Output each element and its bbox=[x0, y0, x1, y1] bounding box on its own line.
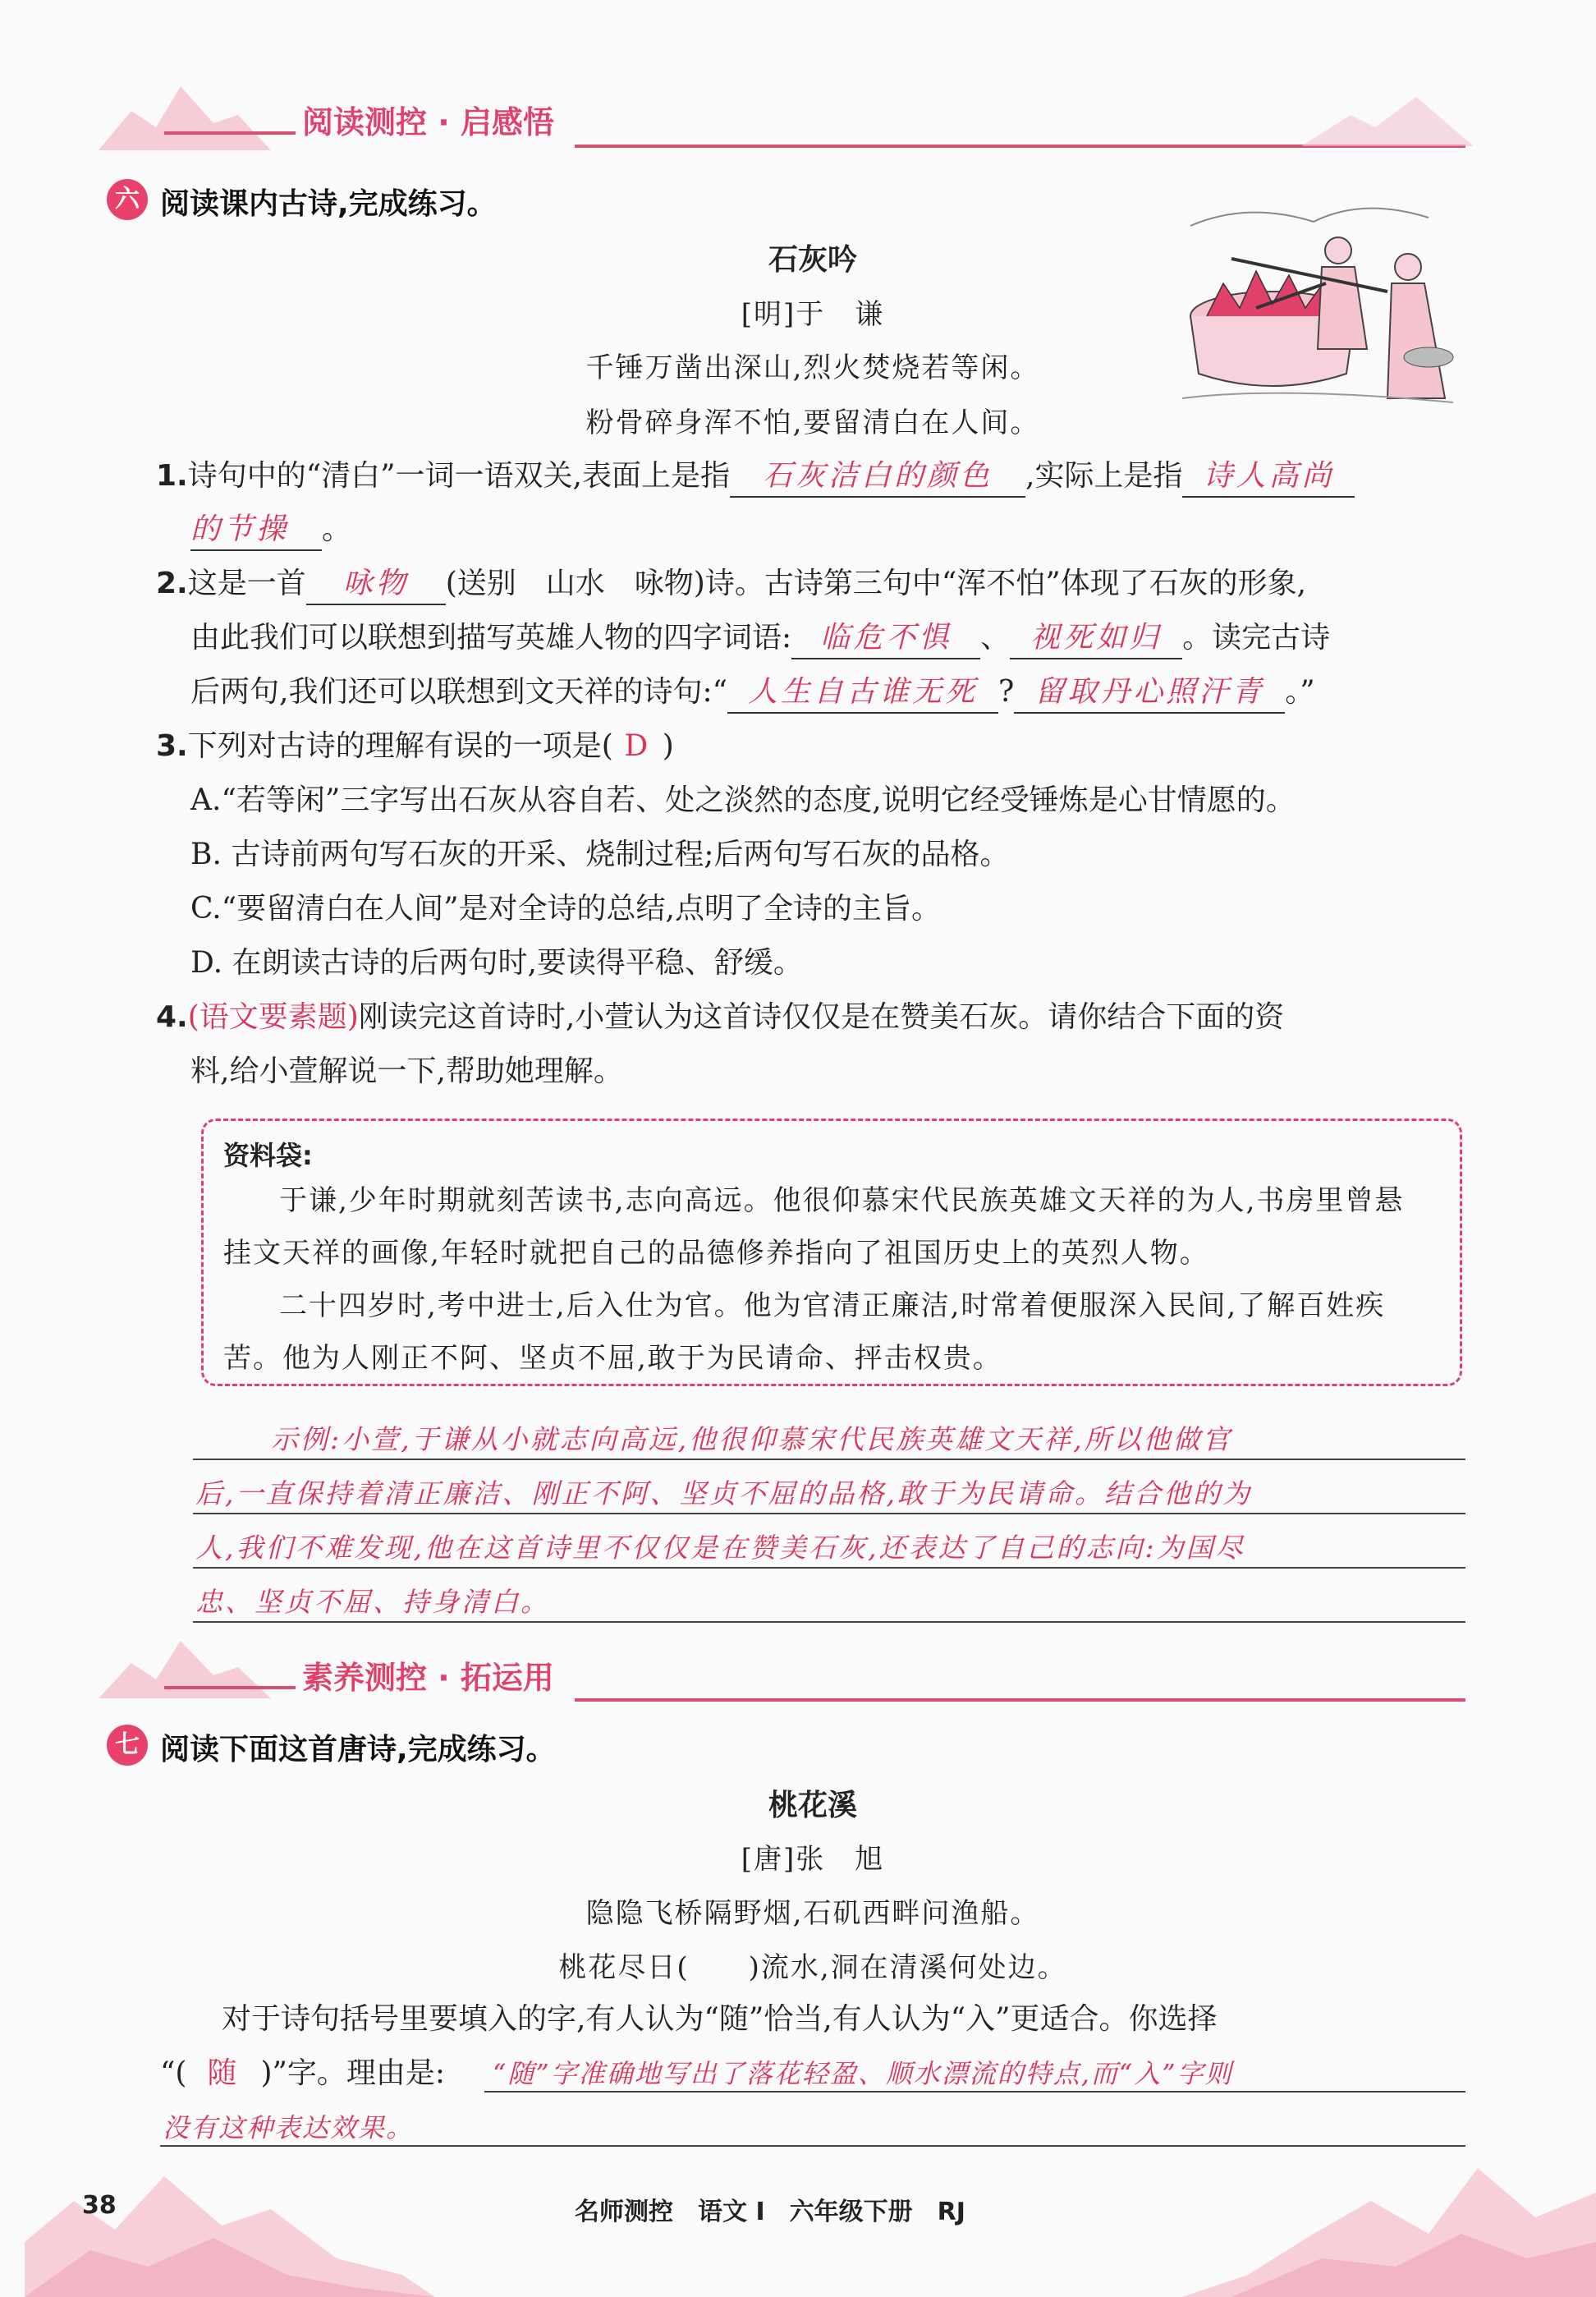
poem-line: 隐隐飞桥隔野烟,石矶西畔问渔船。 bbox=[585, 1897, 1040, 1930]
question-2 bbox=[156, 557, 1478, 611]
section-6-badge: 六 bbox=[107, 179, 148, 220]
footer-mountains-left bbox=[25, 2152, 435, 2297]
question-text: ,实际上是指 bbox=[1025, 459, 1183, 493]
banner-mountain-decoration bbox=[99, 78, 287, 152]
option-d: D. 在朗读古诗的后两句时,要读得平稳、舒缓。 bbox=[190, 946, 803, 980]
question-7: 对于诗句括号里要填入的字,有人认为“随”恰当,有人认为“入”更适合。你选择 bbox=[222, 2002, 1218, 2036]
question-text: ? bbox=[998, 675, 1015, 709]
question-2-line3 bbox=[190, 665, 1479, 719]
option-b: B. 古诗前两句写石灰的开采、烧制过程;后两句写石灰的品格。 bbox=[190, 838, 1010, 871]
banner-line-left bbox=[164, 131, 296, 135]
poem-line: 桃花尽日( )流水,洞在清溪何处边。 bbox=[558, 1951, 1067, 1984]
box-text: 于谦,少年时期就刻苦读书,志向高远。他很仰慕宋代民族英雄文天祥的为人,书房里曾悬 bbox=[279, 1184, 1405, 1217]
question-number: 4. bbox=[156, 1000, 188, 1034]
poem-title-shihuiyin: 石灰吟 bbox=[768, 243, 857, 277]
answer-text[interactable]: 没有这种表达效果。 bbox=[163, 2112, 415, 2143]
question-text: 刚读完这首诗时,小萱认为这首诗仅仅是在赞美石灰。请你结合下面的资 bbox=[358, 1000, 1285, 1034]
answer-text[interactable]: 示例:小萱,于谦从小就志向高远,他很仰慕宋代民族英雄文天祥,所以他做官 bbox=[271, 1423, 1232, 1455]
poem-title-taohuaxi: 桃花溪 bbox=[768, 1789, 857, 1822]
question-text: 后两句,我们还可以联想到文天祥的诗句:“ bbox=[190, 675, 727, 709]
answer-blank[interactable]: 人生自古谁无死 bbox=[727, 673, 998, 714]
answer-blank[interactable]: 留取丹心照汗青 bbox=[1014, 673, 1285, 714]
question-3 bbox=[156, 719, 674, 774]
answer-blank[interactable]: 石灰洁白的颜色 bbox=[730, 457, 1025, 498]
question-number: 3. bbox=[156, 729, 188, 763]
question-number: 2. bbox=[156, 567, 188, 600]
poem-author: [唐]张 旭 bbox=[741, 1843, 885, 1876]
question-text: 由此我们可以联想到描写英雄人物的四字词语: bbox=[190, 621, 792, 655]
question-4 bbox=[156, 990, 1486, 1045]
poem-line: 千锤万凿出深山,烈火焚烧若等闲。 bbox=[585, 351, 1040, 384]
page-number: 38 bbox=[82, 2191, 117, 2220]
question-text: (送别 山水 咏物)诗。古诗第三句中“浑不怕”体现了石灰的形象, bbox=[445, 567, 1307, 600]
answer-blank[interactable]: 视死如归 bbox=[1010, 618, 1182, 659]
answer-line bbox=[484, 2091, 1465, 2093]
box-title: 资料袋: bbox=[223, 1140, 313, 1171]
answer-choice[interactable]: D bbox=[624, 729, 652, 763]
answer-text[interactable]: 忠、坚贞不屈、持身清白。 bbox=[195, 1586, 550, 1618]
banner-mountain-decoration bbox=[99, 1634, 287, 1700]
question-text: 、 bbox=[980, 621, 1011, 655]
answer-blank[interactable]: 咏物 bbox=[306, 564, 446, 605]
banner-line-right bbox=[575, 1698, 1465, 1702]
question-1 bbox=[156, 449, 1478, 503]
question-text: 。读完古诗 bbox=[1182, 621, 1331, 655]
answer-text[interactable]: 人,我们不难发现,他在这首诗里不仅仅是在赞美石灰,还表达了自己的志向:为国尽 bbox=[195, 1532, 1245, 1564]
question-4-line2: 料,给小萱解说一下,帮助她理解。 bbox=[190, 1054, 623, 1088]
question-tag: (语文要素题) bbox=[187, 1000, 359, 1034]
question-2-line2 bbox=[190, 611, 1479, 665]
question-text: 。 bbox=[322, 512, 352, 546]
poem-line: 粉骨碎身浑不怕,要留清白在人间。 bbox=[585, 407, 1040, 439]
question-text: “( bbox=[160, 2056, 187, 2090]
option-a: A.“若等闲”三字写出石灰从容自若、处之淡然的态度,说明它经受锤炼是心甘情愿的。 bbox=[190, 783, 1296, 817]
question-number: 1. bbox=[156, 459, 188, 493]
lime-burning-illustration bbox=[1182, 193, 1461, 415]
question-1-continued bbox=[190, 503, 351, 557]
box-text: 挂文天祥的画像,年轻时就把自己的品德修养指向了祖国历史上的英烈人物。 bbox=[223, 1237, 1209, 1270]
banner-line-left bbox=[164, 1686, 296, 1689]
question-text: ) bbox=[662, 729, 674, 763]
book-info: 名师测控 语文 Ⅰ 六年级下册 RJ bbox=[575, 2198, 965, 2226]
banner-decoration-right bbox=[1301, 90, 1474, 148]
banner-title-practice: 素养测控 · 拓运用 bbox=[302, 1660, 554, 1696]
answer-blank[interactable]: 诗人高尚 bbox=[1182, 457, 1355, 498]
section-6-title: 阅读课内古诗,完成练习。 bbox=[160, 187, 497, 221]
question-text: 这是一首 bbox=[187, 567, 306, 600]
answer-text[interactable]: 后,一直保持着清正廉洁、刚正不阿、坚贞不屈的品格,敢于为民请命。结合他的为 bbox=[195, 1477, 1252, 1509]
answer-choice[interactable]: 随 bbox=[207, 2056, 241, 2090]
answer-blank[interactable]: 临危不惧 bbox=[791, 618, 980, 659]
box-text: 二十四岁时,考中进士,后入仕为官。他为官清正廉洁,时常着便服深入民间,了解百姓疾 bbox=[279, 1289, 1386, 1322]
question-text: 诗句中的“清白”一词一语双关,表面上是指 bbox=[187, 459, 730, 493]
banner-title-reading: 阅读测控 · 启感悟 bbox=[302, 104, 554, 140]
answer-blank[interactable]: 的节操 bbox=[190, 510, 322, 551]
option-c: C.“要留清白在人间”是对全诗的总结,点明了全诗的主旨。 bbox=[190, 892, 941, 926]
footer-mountains-right bbox=[1182, 2135, 1596, 2297]
question-text: 。” bbox=[1285, 675, 1315, 709]
question-text: )”字。理由是: bbox=[260, 2056, 446, 2090]
section-7-title: 阅读下面这首唐诗,完成练习。 bbox=[160, 1733, 556, 1766]
answer-text[interactable]: “随”字准确地写出了落花轻盈、顺水漂流的特点,而“入”字则 bbox=[493, 2058, 1233, 2089]
section-7-badge: 七 bbox=[107, 1725, 148, 1766]
poem-author: [明]于 谦 bbox=[741, 298, 885, 331]
box-text: 苦。他为人刚正不阿、坚贞不屈,敢于为民请命、抨击权贵。 bbox=[223, 1342, 1002, 1375]
question-text: 下列对古诗的理解有误的一项是( bbox=[187, 729, 613, 763]
